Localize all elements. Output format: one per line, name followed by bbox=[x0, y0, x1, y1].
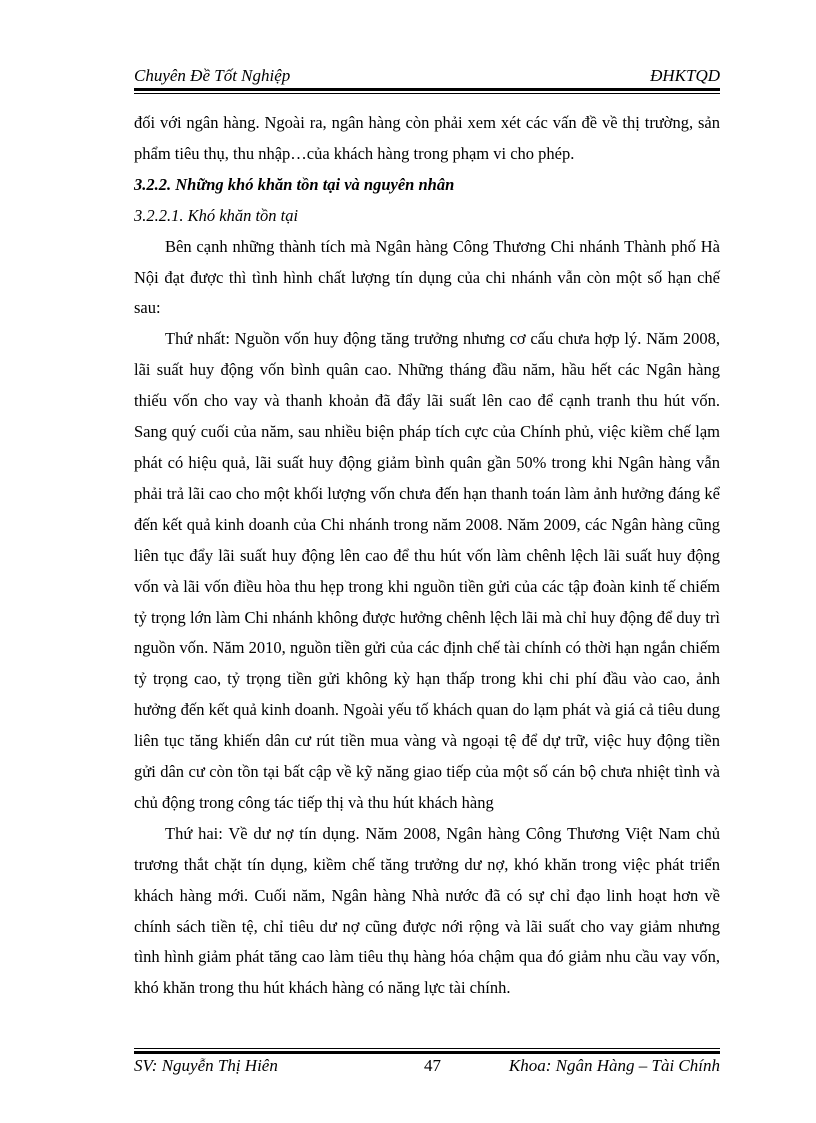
footer-rule-thin bbox=[134, 1048, 720, 1049]
paragraph-intro: Bên cạnh những thành tích mà Ngân hàng Công Thương Chi nhánh Thành phố Hà Nội đạt được thì tình hình chất lượng tín dụng của chi nhánh vẫn còn một số hạn chế sau: bbox=[134, 236, 720, 318]
footer-student-name: SV: Nguyễn Thị Hiên bbox=[134, 1056, 278, 1075]
page-header bbox=[134, 64, 720, 88]
header-university: ĐHKTQD bbox=[650, 66, 720, 85]
header-document-title: Chuyên Đề Tốt Nghiệp bbox=[134, 66, 291, 85]
header-rule-thick bbox=[134, 88, 720, 91]
page-number: 47 bbox=[424, 1056, 441, 1075]
paragraph-first-point: Thứ nhất: Nguồn vốn huy động tăng trưởng nhưng cơ cấu chưa hợp lý. Năm 2008, lãi suất huy động vốn bình quân cao. Những tháng đầu năm, hầu hết các Ngân hàng thiếu vốn cho vay và thanh khoản đã đẩy lãi suất lên cao để cạnh tranh thu hút vốn. Sang quý cuối của năm, sau nhiều biện pháp tích cực của Chính phủ, việc kiềm chế lạm phát có hiệu quả, lãi suất huy động giảm bình quân gần 50% trong khi Ngân hàng vẫn phải trả lãi cao cho một khối lượng vốn chưa đến hạn thanh toán làm ảnh hưởng đáng kể đến kết quả kinh doanh của Chi nhánh trong năm 2008. Năm 2009, các Ngân hàng cũng liên tục đẩy lãi suất huy động lên cao để thu hút vốn làm chênh lệch lãi suất huy động vốn và lãi vốn điều hòa thu hẹp trong khi nguồn tiền gửi của các tập đoàn kinh tế chiếm tỷ trọng lớn làm Chi nhánh không được hưởng chênh lệch lãi mà chỉ huy động để duy trì nguồn vốn. Năm 2010, nguồn tiền gửi của các định chế tài chính có thời hạn ngắn chiếm tỷ trọng cao, tỷ trọng tiền gửi không kỳ hạn thấp trong khi chi phí đầu vào cao, ảnh hưởng đến kết quả kinh doanh. Ngoài yếu tố khách quan do lạm phát và giá cả tiêu dung liên tục tăng khiến dân cư rút tiền mua vàng và ngoại tệ để dự trữ, việc huy động tiền gửi dân cư còn tồn tại bất cập về kỹ năng giao tiếp của một số cán bộ chưa nhiệt tình và chủ động trong công tác tiếp thị và thu hút khách hàng bbox=[134, 329, 720, 812]
section-heading: 3.2.2. Những khó khăn tồn tại và nguyên nhân bbox=[134, 174, 455, 194]
page-body bbox=[134, 108, 720, 1004]
footer-faculty: Khoa: Ngân Hàng – Tài Chính bbox=[508, 1056, 720, 1075]
header-rule-thin bbox=[134, 93, 720, 94]
page-footer bbox=[134, 1054, 720, 1078]
paragraph-second-point: Thứ hai: Về dư nợ tín dụng. Năm 2008, Ngân hàng Công Thương Việt Nam chủ trương thắt chặt tín dụng, kiềm chế tăng trưởng dư nợ, khó khăn trong việc phát triển khách hàng mới. Cuối năm, Ngân hàng Nhà nước đã có sự chỉ đạo linh hoạt hơn về chính sách tiền tệ, chỉ tiêu dư nợ cũng được nới rộng và lãi suất cho vay giảm nhưng tình hình giảm phát tăng cao làm tiêu thụ hàng hóa chậm qua đó giảm nhu cầu vay vốn, khó khăn trong thu hút khách hàng có năng lực tài chính. bbox=[134, 823, 720, 998]
paragraph-continued: đối với ngân hàng. Ngoài ra, ngân hàng còn phải xem xét các vấn đề về thị trường, sản phẩm tiêu thụ, thu nhập…của khách hàng trong phạm vi cho phép. bbox=[134, 113, 720, 163]
subsection-heading: 3.2.2.1. Khó khăn tồn tại bbox=[134, 205, 299, 225]
